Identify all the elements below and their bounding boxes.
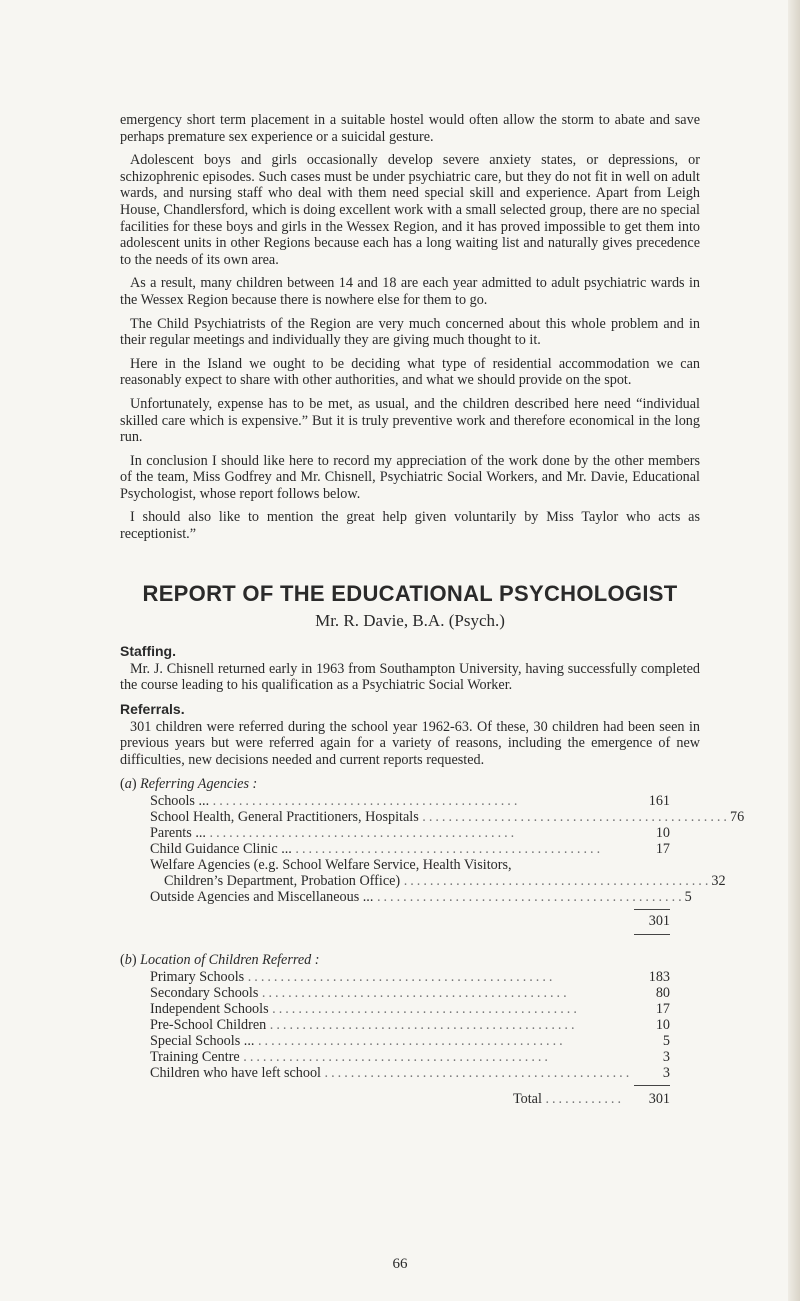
list-item: Primary Schools ............................................... 183	[150, 968, 670, 985]
list-item: Training Centre ............................................... 3	[150, 1048, 670, 1065]
list-item: Children’s Department, Probation Office) ............................................... 32	[164, 872, 726, 889]
list-item: Special Schools ... ............................................... 5	[150, 1032, 670, 1049]
paragraph-1: emergency short term placement in a suitable hostel would often allow the storm to abate and save perhaps premature sex experience or a suicidal gesture.	[120, 112, 700, 145]
total-rule-top	[634, 909, 670, 910]
paragraph-5: Here in the Island we ought to be deciding what type of residential accommodation we can reasonably expect to share with other authorities, and what we should provide on the spot.	[120, 355, 700, 389]
paragraph-2: Adolescent boys and girls occasionally develop severe anxiety states, or depressions, or schizophrenic episodes. Such cases must be under psychiatric care, but they do not fit in well on adult wards, and nursing staff who deal with them need special skill and experience. Apart from Leigh House, Chandlersford, which is doing excellent work with a small selected group, there are no special facilities for these boys and girls in the Wessex Region, and it has proved impossible to get them into adolescent units in other Regions because each has a long waiting list and naturally gives precedence to the needs of its own area.	[120, 152, 700, 268]
list-b	[150, 969, 670, 1107]
total-rule	[634, 1085, 670, 1086]
report-title: REPORT OF THE EDUCATIONAL PSYCHOLOGIST	[142, 580, 678, 606]
referrals-heading: Referrals.	[120, 700, 185, 717]
list-item: Welfare Agencies (e.g. School Welfare Service, Health Visitors,	[150, 856, 512, 873]
report-subtitle: Mr. R. Davie, B.A. (Psych.)	[315, 610, 505, 630]
list-item: Children who have left school ............................................... 3	[150, 1064, 670, 1081]
list-b-total-row: Total ............ 301	[512, 1090, 670, 1107]
list-item: Pre-School Children ............................................... 10	[150, 1016, 670, 1033]
paragraph-4: The Child Psychiatrists of the Region are very much concerned about this whole problem and in their regular meetings and individually they are giving much thought to it.	[120, 315, 700, 349]
total-label: Total	[512, 1090, 542, 1107]
paragraph-7: In conclusion I should like here to record my appreciation of the work done by the other members of the team, Miss Godfrey and Mr. Chisnell, Psychiatric Social Workers, and Mr. Davie, Educational Psychologist, whose report follows below.	[120, 452, 700, 502]
total-rule-bottom	[634, 934, 670, 935]
document-page	[120, 112, 745, 1107]
page-number: 66	[392, 1256, 408, 1272]
list-item: Secondary Schools ............................................... 80	[150, 984, 670, 1001]
list-item: School Health, General Practitioners, Hospitals ............................................... 76	[150, 808, 745, 825]
list-a	[150, 792, 745, 938]
list-item: Outside Agencies and Miscellaneous ... ............................................... 5	[150, 888, 692, 905]
paragraph-6: Unfortunately, expense has to be met, as usual, and the children described here need “individual skilled care which is expensive.” But it is truly preventive work and therefore economical in the long run.	[120, 395, 700, 446]
list-item: Child Guidance Clinic ... ............................................... 17	[150, 840, 670, 857]
list-a-total: 301	[648, 912, 670, 929]
referrals-text: 301 children were referred during the school year 1962-63. Of these, 30 children had been seen in previous years but were referred again for a variety of reasons, including the emergence of new difficulties, new decisions needed and current reports requested.	[120, 718, 700, 769]
staffing-heading: Staffing.	[120, 642, 176, 659]
list-a-heading: (a) Referring Agencies :	[120, 775, 258, 792]
staffing-text: Mr. J. Chisnell returned early in 1963 from Southampton University, having successfully completed the course leading to his qualification as a Psychiatric Social Worker.	[120, 660, 700, 694]
list-b-heading: (b) Location of Children Referred :	[120, 951, 320, 968]
paragraph-8: I should also like to mention the great help given voluntarily by Miss Taylor who acts as receptionist.”	[120, 509, 700, 543]
list-item: Parents ... ............................................... 10	[150, 824, 670, 841]
list-b-total: 301	[648, 1090, 670, 1107]
list-item: Schools ... ............................................... 161	[150, 792, 670, 809]
paragraph-3: As a result, many children between 14 and 18 are each year admitted to adult psychiatric wards in the Wessex Region because there is nowhere else for them to go.	[120, 275, 700, 308]
page-edge	[788, 0, 800, 1301]
list-item: Independent Schools ............................................... 17	[150, 1000, 670, 1017]
